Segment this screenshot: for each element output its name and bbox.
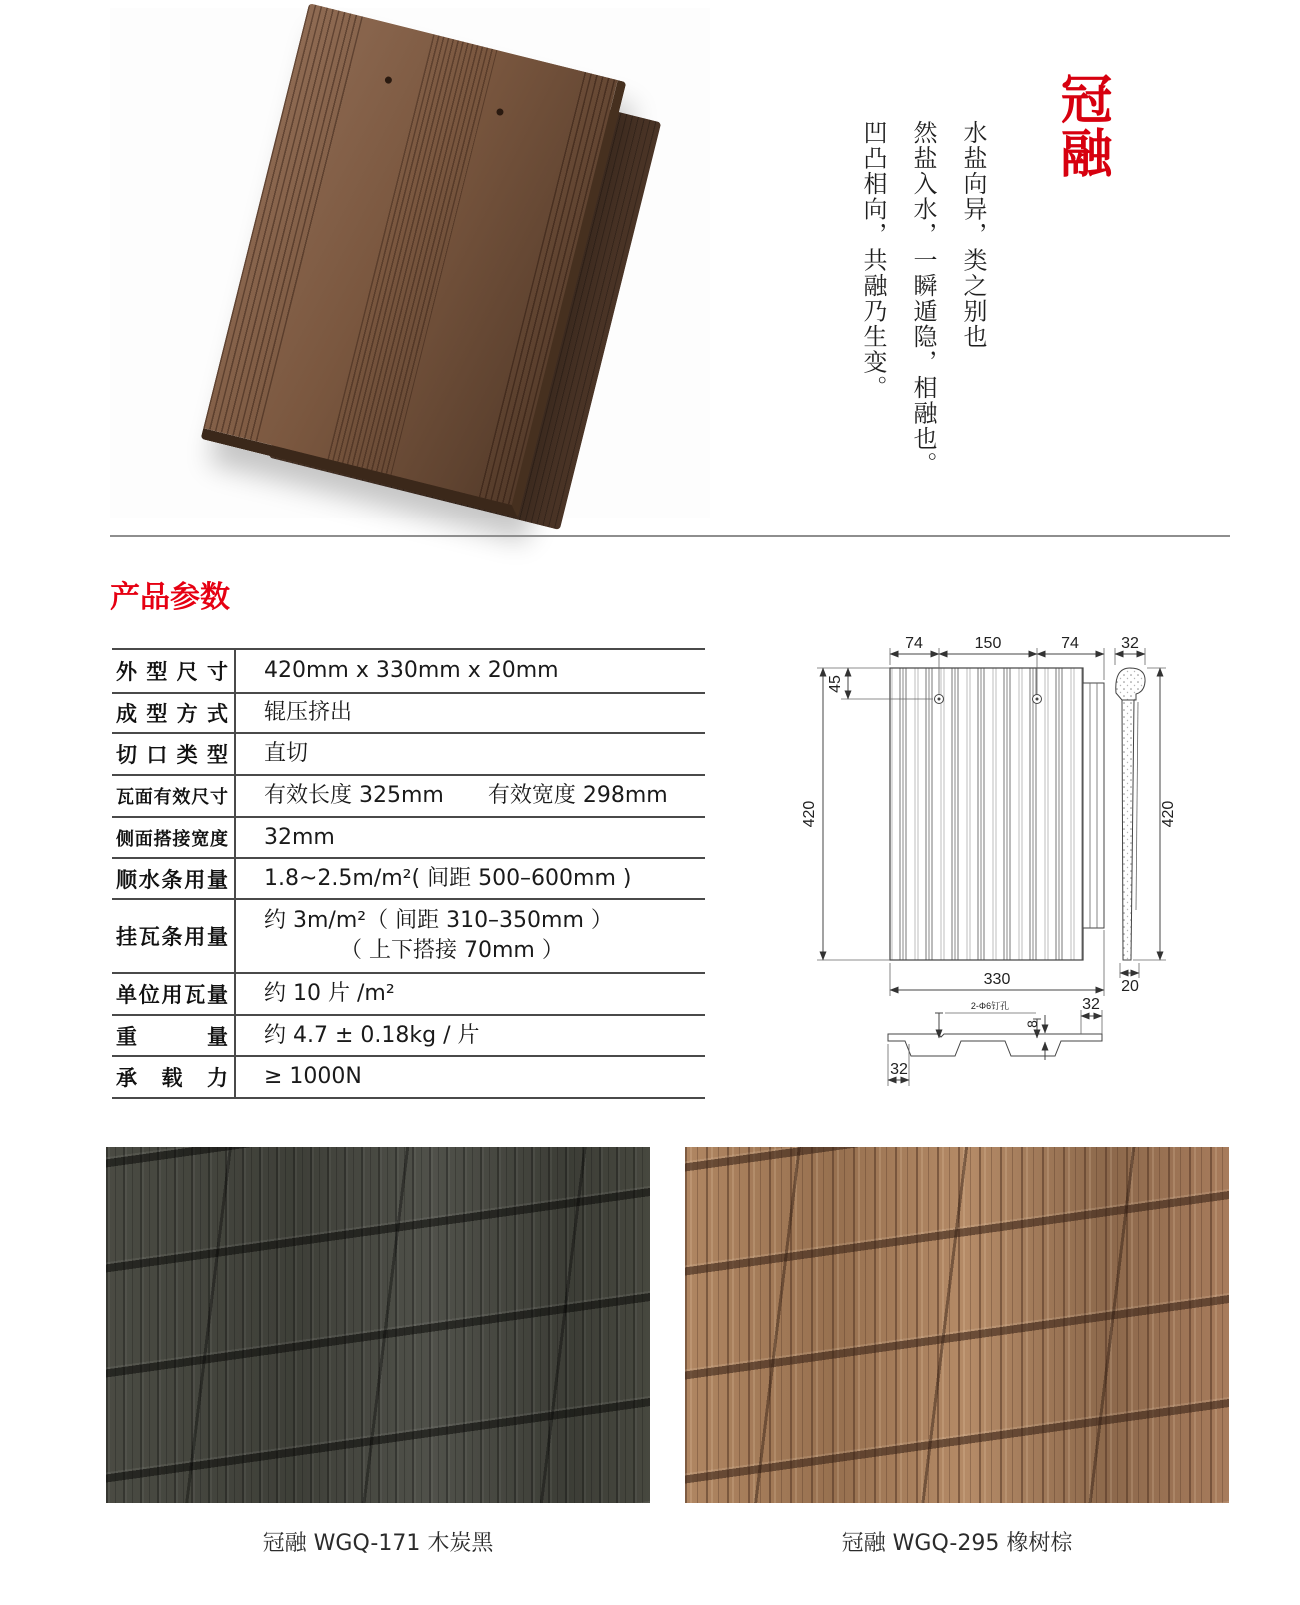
row-label: 侧面搭接宽度: [116, 828, 228, 850]
row-value: ≥ 1000N: [264, 1064, 362, 1089]
intro-poem: [838, 120, 998, 500]
row-value: 32mm: [264, 824, 335, 850]
table-row: [112, 900, 705, 974]
dim-420-plan: 420: [801, 800, 818, 828]
colorway-photo-charcoal: [106, 1147, 650, 1503]
dim-32-side-top: 32: [1121, 635, 1139, 652]
table-row: [112, 974, 705, 1016]
intro-line-3: 凹凸相向，共融乃生变。: [859, 120, 887, 401]
dim-8: 8: [1024, 1020, 1040, 1028]
row-label: 成型方式: [116, 702, 228, 726]
table-row: [112, 776, 705, 818]
nail-hole: [384, 76, 392, 84]
dim-32-section-left: 32: [890, 1061, 908, 1078]
section-heading: 产品参数: [110, 580, 230, 615]
dim-330: 330: [983, 971, 1011, 988]
row-value: 约 10 片 /m²: [264, 981, 395, 1006]
dim-32-section-right: 32: [1082, 996, 1100, 1013]
nail-hole: [496, 108, 504, 116]
row-label: 挂瓦条用量: [116, 925, 228, 949]
row-label: 切口类型: [116, 743, 228, 767]
row-value: 辊压挤出: [264, 700, 353, 725]
row-value: 约 3m/m²（ 间距 310–350mm ）: [264, 908, 613, 933]
row-value: 1.8~2.5m/m²( 间距 500–600mm ): [264, 865, 632, 891]
row-value-line2: （ 上下搭接 70mm ）: [340, 938, 564, 963]
side-profile-view: [1115, 635, 1177, 995]
dim-20: 20: [1121, 978, 1139, 995]
dim-150: 150: [974, 635, 1002, 652]
brand-title: 冠融: [1051, 72, 1112, 180]
row-value: 约 4.7 ± 0.18kg / 片: [264, 1022, 480, 1048]
table-row: [112, 1057, 705, 1099]
technical-drawing: [793, 610, 1217, 1095]
row-label: 单位用瓦量: [116, 983, 228, 1007]
dim-74-left: 74: [905, 635, 923, 652]
table-row: [112, 734, 705, 776]
dim-74-right: 74: [1061, 635, 1079, 652]
product-photo-main: [110, 8, 710, 518]
row-value: 有效长度 325mm 有效宽度 298mm: [264, 783, 668, 808]
row-label: 承载力: [116, 1066, 228, 1090]
row-value: 420mm x 330mm x 20mm: [264, 658, 559, 683]
nail-hole-note: 2-Φ6钉孔: [970, 1001, 1010, 1011]
row-label: 外型尺寸: [116, 660, 228, 684]
section-divider: [110, 535, 1230, 537]
spec-table: [112, 648, 705, 1099]
row-label: 顺水条用量: [116, 867, 228, 892]
plan-view: [890, 668, 1104, 960]
dim-45: 45: [827, 675, 844, 693]
row-label: 重量: [116, 1024, 228, 1049]
colorway-caption-oak: 冠融 WGQ-295 橡树棕: [841, 1531, 1073, 1556]
table-row: [112, 694, 705, 734]
colorway-photo-oak: [685, 1147, 1229, 1503]
table-row: [112, 859, 705, 900]
table-row: [112, 818, 705, 859]
intro-line-1: 水盐向异，类之别也: [959, 120, 987, 350]
colorway-caption-charcoal: 冠融 WGQ-171 木炭黑: [262, 1531, 494, 1556]
table-row: [112, 650, 705, 694]
intro-line-2: 然盐入水，一瞬遁隐，相融也。: [909, 120, 937, 477]
cross-section-view: [888, 996, 1102, 1086]
row-label: 瓦面有效尺寸: [116, 787, 228, 808]
table-row: [112, 1016, 705, 1057]
row-value: 直切: [264, 741, 309, 766]
dim-420-side: 420: [1160, 800, 1177, 828]
